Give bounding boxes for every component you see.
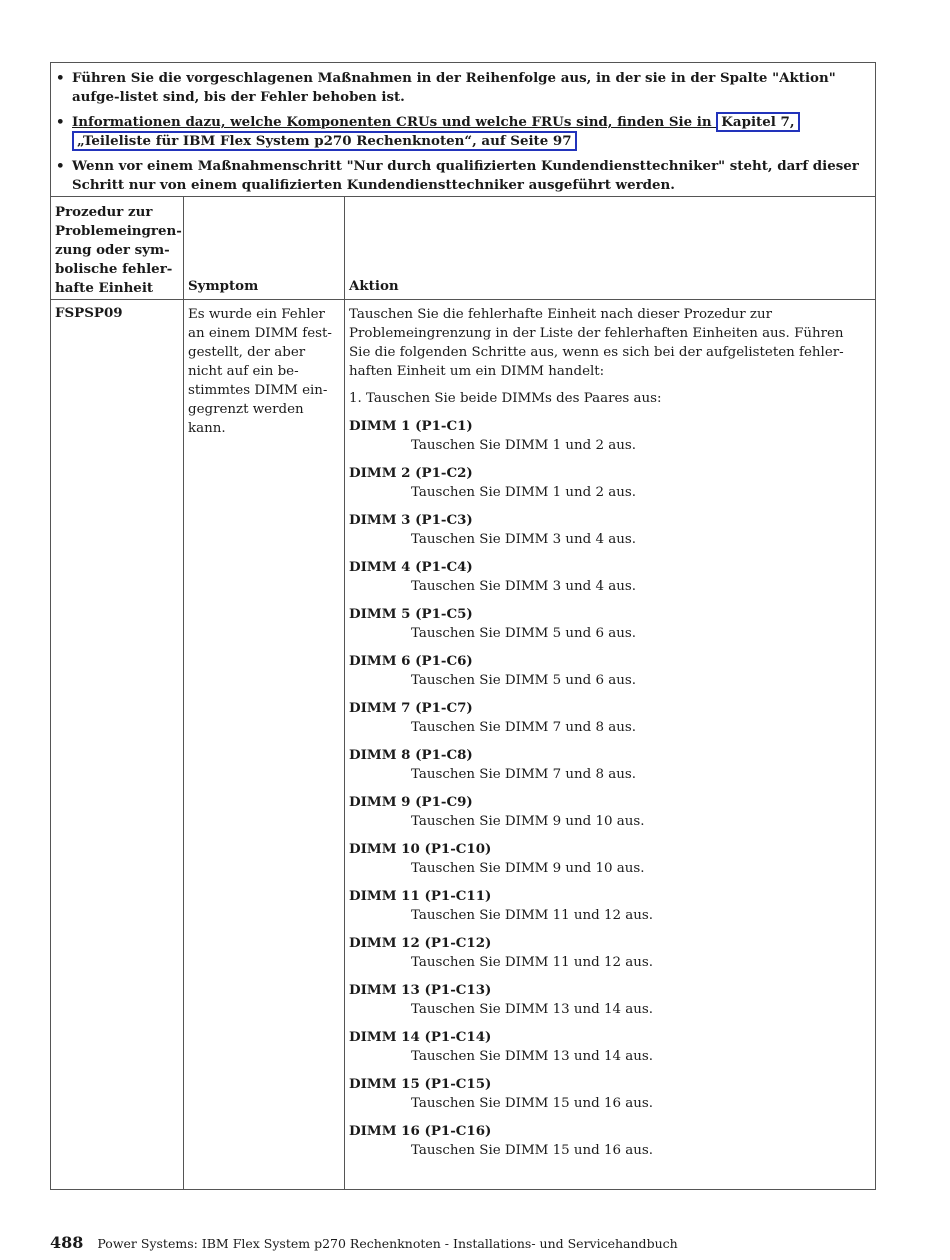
dimm-label: DIMM 2 (P1-C2) [349, 465, 473, 481]
dimm-label: DIMM 3 (P1-C3) [349, 512, 473, 528]
column-header-action: Aktion [349, 278, 399, 294]
dimm-entry [349, 1075, 869, 1113]
dimm-label: DIMM 1 (P1-C1) [349, 418, 473, 434]
dimm-entry [349, 981, 869, 1019]
notes-section [51, 63, 875, 197]
bullet-icon: • [56, 158, 65, 174]
column-divider [344, 197, 345, 1189]
dimm-entry [349, 746, 869, 784]
column-header-symptom: Symptom [188, 278, 259, 294]
note-text: Wenn vor einem Maßnahmenschritt "Nur durch qualifizierten Kundendiensttechniker" steht, darf dieser Schritt nur von einem qualifizierten Kundendiensttechniker ausgeführt werden. [72, 158, 859, 193]
dimm-action: Tauschen Sie DIMM 13 und 14 aus. [411, 1002, 654, 1017]
dimm-label: DIMM 13 (P1-C13) [349, 982, 492, 998]
dimm-entry [349, 558, 869, 596]
dimm-label: DIMM 16 (P1-C16) [349, 1123, 492, 1139]
dimm-label: DIMM 9 (P1-C9) [349, 794, 473, 810]
action-step: 1. Tauschen Sie beide DIMMs des Paares aus: [349, 391, 662, 406]
dimm-action: Tauschen Sie DIMM 3 und 4 aus. [411, 579, 637, 594]
dimm-action: Tauschen Sie DIMM 1 und 2 aus. [411, 438, 637, 453]
bullet-icon: • [56, 114, 65, 130]
procedure-table [50, 62, 876, 1190]
dimm-action: Tauschen Sie DIMM 5 und 6 aus. [411, 673, 637, 688]
note-item [54, 113, 867, 151]
dimm-action: Tauschen Sie DIMM 5 und 6 aus. [411, 626, 637, 641]
dimm-entry [349, 417, 869, 455]
dimm-action: Tauschen Sie DIMM 15 und 16 aus. [411, 1096, 654, 1111]
action-cell [349, 305, 869, 1160]
dimm-entry [349, 605, 869, 643]
note-text: Führen Sie die vorgeschlagenen Maßnahmen in der Reihenfolge aus, in der sie in der Spalte "Aktion" aufge-listet sind, bis der Fehler behoben ist. [72, 70, 836, 105]
dimm-label: DIMM 11 (P1-C11) [349, 888, 492, 904]
dimm-action: Tauschen Sie DIMM 7 und 8 aus. [411, 767, 637, 782]
document-title: Power Systems: IBM Flex System p270 Rechenknoten - Installations- und Servicehandbuch [97, 1236, 678, 1251]
dimm-entry [349, 511, 869, 549]
dimm-entry [349, 464, 869, 502]
note-item [54, 157, 867, 195]
column-divider [183, 197, 184, 1189]
dimm-action: Tauschen Sie DIMM 15 und 16 aus. [411, 1143, 654, 1158]
dimm-action: Tauschen Sie DIMM 1 und 2 aus. [411, 485, 637, 500]
note-text: Informationen dazu, welche Komponenten CRUs und welche FRUs sind, finden Sie in [72, 114, 717, 130]
dimm-label: DIMM 15 (P1-C15) [349, 1076, 492, 1092]
page-number: 488 [50, 1233, 84, 1252]
note-item [54, 69, 867, 107]
dimm-list [349, 417, 869, 1160]
dimm-entry [349, 699, 869, 737]
dimm-entry [349, 840, 869, 878]
header-divider [51, 299, 875, 300]
dimm-entry [349, 887, 869, 925]
column-header-procedure: Prozedur zur Problemeingren-zung oder sym-bolische fehler-hafte Einheit [55, 204, 182, 296]
dimm-label: DIMM 12 (P1-C12) [349, 935, 492, 951]
procedure-code: FSPSP09 [55, 305, 123, 321]
dimm-entry [349, 793, 869, 831]
page-footer [50, 1233, 678, 1252]
bullet-icon: • [56, 70, 65, 86]
action-intro: Tauschen Sie die fehlerhafte Einheit nach dieser Prozedur zur Problemeingrenzung in der Liste der fehlerhaften Einheiten aus. Führen Sie die folgenden Schritte aus, wenn es sich bei der aufgelisteten fehler-haften Einheit um ein DIMM handelt: [349, 307, 844, 379]
dimm-label: DIMM 7 (P1-C7) [349, 700, 473, 716]
dimm-label: DIMM 5 (P1-C5) [349, 606, 473, 622]
symptom-text: Es wurde ein Fehler an einem DIMM fest-gestellt, der aber nicht auf ein be-stimmtes DIMM ein-gegrenzt werden kann. [188, 307, 332, 436]
dimm-label: DIMM 10 (P1-C10) [349, 841, 492, 857]
dimm-action: Tauschen Sie DIMM 7 und 8 aus. [411, 720, 637, 735]
dimm-action: Tauschen Sie DIMM 11 und 12 aus. [411, 955, 654, 970]
dimm-entry [349, 1122, 869, 1160]
dimm-label: DIMM 8 (P1-C8) [349, 747, 473, 763]
dimm-action: Tauschen Sie DIMM 3 und 4 aus. [411, 532, 637, 547]
dimm-label: DIMM 4 (P1-C4) [349, 559, 473, 575]
dimm-action: Tauschen Sie DIMM 9 und 10 aus. [411, 814, 645, 829]
dimm-action: Tauschen Sie DIMM 13 und 14 aus. [411, 1049, 654, 1064]
dimm-label: DIMM 14 (P1-C14) [349, 1029, 492, 1045]
dimm-entry [349, 652, 869, 690]
dimm-label: DIMM 6 (P1-C6) [349, 653, 473, 669]
dimm-entry [349, 934, 869, 972]
dimm-entry [349, 1028, 869, 1066]
dimm-action: Tauschen Sie DIMM 9 und 10 aus. [411, 861, 645, 876]
chapter-7-link[interactable]: Kapitel 7, „Teileliste für IBM Flex System p270 Rechenknoten“, auf Seite 97 [72, 112, 800, 151]
dimm-action: Tauschen Sie DIMM 11 und 12 aus. [411, 908, 654, 923]
